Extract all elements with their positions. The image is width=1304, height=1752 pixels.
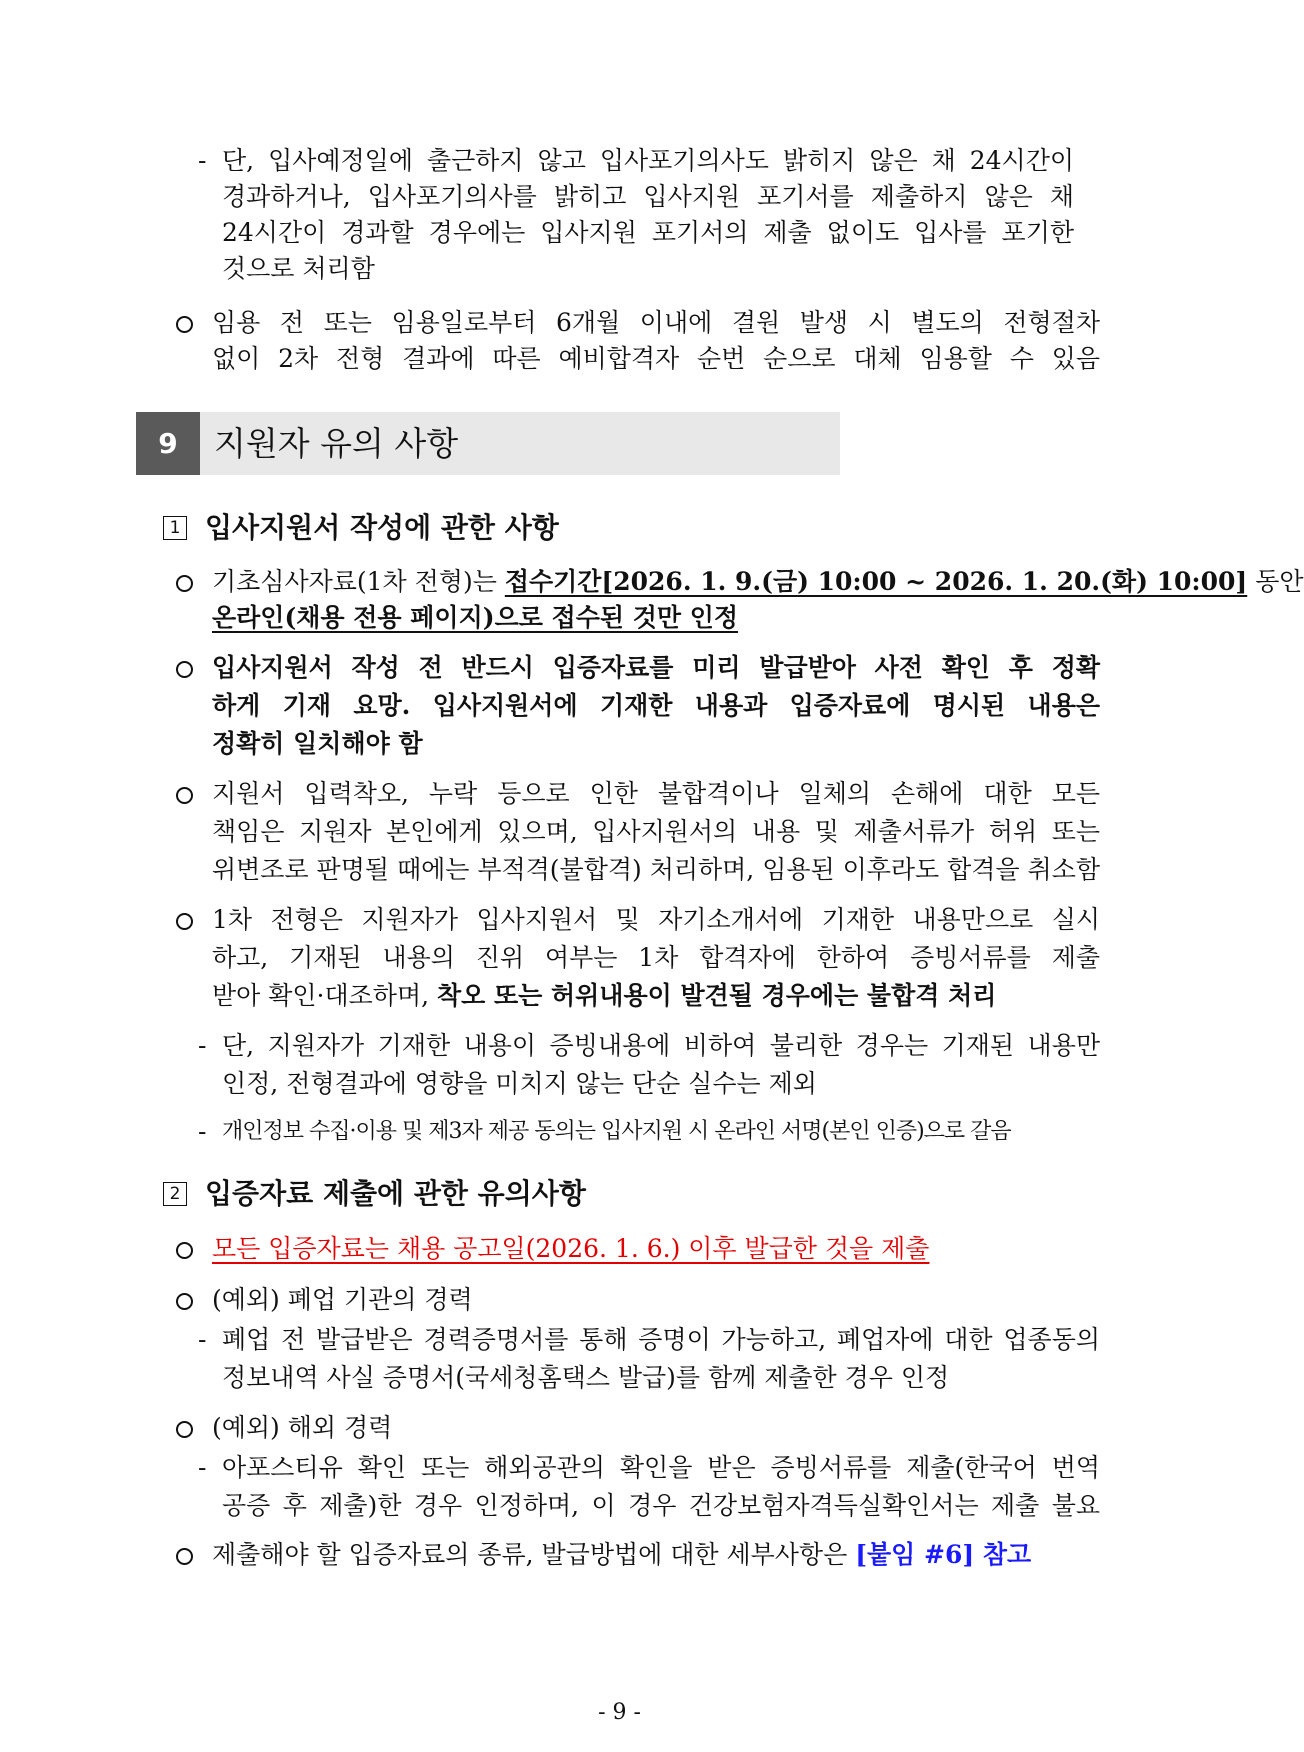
text-line: (예외) 해외 경력 [212,1413,393,1442]
page-number: - 9 - [598,1700,641,1725]
subsection-title: 입사지원서 작성에 관한 사항 [205,511,559,544]
text-line [212,564,1304,600]
text-line [212,978,996,1014]
text-suffix: 동안 [1247,567,1304,596]
text-line: 아포스티유 확인 또는 해외공관의 확인을 받은 증빙서류를 제출(한국어 번역 [222,1453,1100,1482]
circle-bullet-icon [176,1548,193,1565]
text-line: 1차 전형은 지원자가 입사지원서 및 자기소개서에 기재한 내용만으로 실시 [212,905,1100,934]
text-line-red: 모든 입증자료는 채용 공고일(2026. 1. 6.) 이후 발급한 것을 제출 [212,1234,930,1263]
text-line: 단, 입사예정일에 출근하지 않고 입사포기의사도 밝히지 않은 채 24시간이 [222,146,1074,175]
dash-marker: - [198,1031,207,1060]
text-line: 온라인(채용 전용 페이지)으로 접수된 것만 인정 [212,603,739,632]
period-underlined: 접수기간[2026. 1. 9.(금) 10:00 ~ 2026. 1. 20.(화) 10:00] [504,567,1248,596]
circle-bullet-icon [176,575,193,592]
text-line: 입사지원서 작성 전 반드시 입증자료를 미리 발급받아 사전 확인 후 정확 [212,653,1100,682]
text-line: 정확히 일치해야 함 [212,729,423,758]
circle-bullet-icon [176,316,193,333]
circle-bullet-icon [176,661,193,678]
text-line: 임용 전 또는 임용일로부터 6개월 이내에 결원 발생 시 별도의 전형절차 [212,308,1100,337]
text-prefix: 제출해야 할 입증자료의 종류, 발급방법에 대한 세부사항은 [212,1540,856,1569]
text-line: 위변조로 판명될 때에는 부적격(불합격) 처리하며, 임용된 이후라도 합격을 취소함 [212,855,1100,884]
text-line: 24시간이 경과할 경우에는 입사지원 포기서의 제출 없이도 입사를 포기한 [222,218,1074,247]
text-bold: 착오 또는 허위내용이 발견될 경우에는 불합격 처리 [437,981,997,1010]
text-line: 경과하거나, 입사포기의사를 밝히고 입사지원 포기서를 제출하지 않은 채 [222,182,1074,211]
text-line: 정보내역 사실 증명서(국세청홈택스 발급)를 함께 제출한 경우 인정 [222,1363,950,1392]
circle-bullet-icon [176,787,193,804]
circle-bullet-icon [176,1242,193,1259]
circle-bullet-icon [176,1421,193,1438]
text-line: 폐업 전 발급받은 경력증명서를 통해 증명이 가능하고, 폐업자에 대한 업종동의 [222,1325,1100,1354]
section-title: 지원자 유의 사항 [214,424,459,463]
circle-bullet-icon [176,1293,193,1310]
text-line: 공증 후 제출)한 경우 인정하며, 이 경우 건강보험자격득실확인서는 제출 불요 [222,1491,1100,1520]
circle-bullet-icon [176,913,193,930]
text-line: (예외) 폐업 기관의 경력 [212,1285,473,1314]
text-prefix: 기초심사자료(1차 전형)는 [212,567,505,596]
text-line: 하게 기재 요망. 입사지원서에 기재한 내용과 입증자료에 명시된 내용은 [212,691,1100,720]
text-line: 인정, 전형결과에 영향을 미치지 않는 단순 실수는 제외 [222,1069,817,1098]
text-line [212,1537,1031,1573]
text-line: 것으로 처리함 [222,254,375,283]
dash-marker: - [198,1453,207,1482]
text-line: 단, 지원자가 기재한 내용이 증빙내용에 비하여 불리한 경우는 기재된 내용만 [222,1031,1100,1060]
subsection-title: 입증자료 제출에 관한 유의사항 [205,1177,586,1210]
text-line: 지원서 입력착오, 누락 등으로 인한 불합격이나 일체의 손해에 대한 모든 [212,779,1100,808]
text-line: 개인정보 수집·이용 및 제3자 제공 동의는 입사지원 시 온라인 서명(본인 인증)으로 갈음 [222,1119,1011,1144]
subsection-number-box: 2 [163,1182,187,1206]
text-prefix: 받아 확인·대조하며, [212,981,437,1010]
dash-marker: - [198,1117,207,1146]
dash-marker: - [198,1325,207,1354]
text-line: 없이 2차 전형 결과에 따른 예비합격자 순번 순으로 대체 임용할 수 있음 [212,344,1100,373]
dash-marker: - [198,146,207,175]
text-line: 책임은 지원자 본인에게 있으며, 입사지원서의 내용 및 제출서류가 허위 또는 [212,817,1100,846]
subsection-number-box: 1 [163,516,187,540]
attachment-reference: [붙임 #6] 참고 [855,1540,1032,1569]
section-number: 9 [136,412,200,475]
text-line: 하고, 기재된 내용의 진위 여부는 1차 합격자에 한하여 증빙서류를 제출 [212,943,1100,972]
